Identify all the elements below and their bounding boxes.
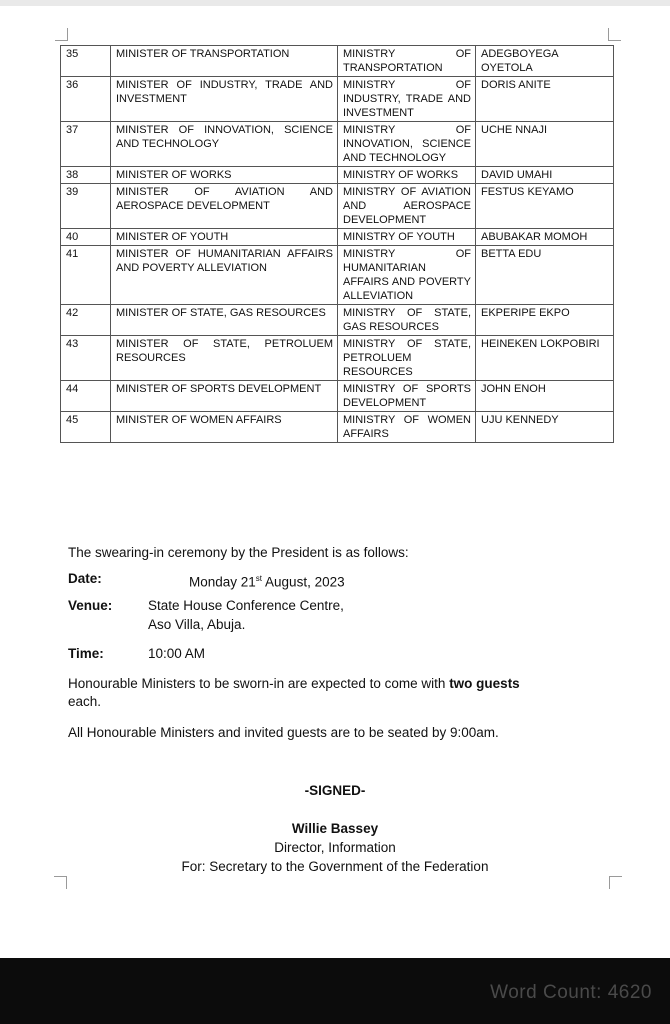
table-row <box>61 412 614 443</box>
word-count[interactable]: Word Count: 4620 <box>490 982 652 1003</box>
table-row <box>61 122 614 167</box>
venue-line-1: State House Conference Centre, <box>148 598 344 613</box>
date-label: Date: <box>68 571 102 586</box>
margin-corner-bottom-right <box>609 876 622 889</box>
minister-name-cell: DAVID UMAHI <box>476 167 614 184</box>
date-rest: August, 2023 <box>262 574 345 590</box>
portfolio-cell: MINISTER OF TRANSPORTATION <box>111 46 338 77</box>
table-row <box>61 381 614 412</box>
table-row <box>61 305 614 336</box>
minister-name-cell: EKPERIPE EKPO <box>476 305 614 336</box>
ceremony-intro: The swearing-in ceremony by the President is as follows: <box>68 545 409 560</box>
date-suffix: st <box>255 574 263 583</box>
time-value: 10:00 AM <box>148 646 206 661</box>
portfolio-cell: MINISTER OF HUMANITARIAN AFFAIRS AND POVERTY ALLEVIATION <box>111 246 338 305</box>
table-row <box>61 229 614 246</box>
guests-text: Honourable Ministers to be sworn-in are expected to come with <box>68 676 450 691</box>
row-number: 42 <box>61 305 111 336</box>
row-number: 35 <box>61 46 111 77</box>
row-number: 37 <box>61 122 111 167</box>
seated-note: All Honourable Ministers and invited guests are to be seated by 9:00am. <box>68 725 499 740</box>
ministry-cell: MINISTRY OF INDUSTRY, TRADE AND INVESTMENT <box>338 77 476 122</box>
minister-name-cell: FESTUS KEYAMO <box>476 184 614 229</box>
portfolio-cell: MINISTER OF WORKS <box>111 167 338 184</box>
ministry-cell: MINISTRY OF YOUTH <box>338 229 476 246</box>
portfolio-cell: MINISTER OF SPORTS DEVELOPMENT <box>111 381 338 412</box>
row-number: 36 <box>61 77 111 122</box>
ministry-cell: MINISTRY OF SPORTS DEVELOPMENT <box>338 381 476 412</box>
signatory-title: Director, Information <box>274 840 396 855</box>
portfolio-cell: MINISTER OF YOUTH <box>111 229 338 246</box>
table-row <box>61 46 614 77</box>
date-value <box>189 570 345 592</box>
portfolio-cell: MINISTER OF STATE, GAS RESOURCES <box>111 305 338 336</box>
venue-label: Venue: <box>68 598 113 613</box>
signatory-for: For: Secretary to the Government of the Federation <box>181 859 489 874</box>
guests-bold: two guests <box>449 676 520 691</box>
row-number: 38 <box>61 167 111 184</box>
signed-mark: -SIGNED- <box>304 783 366 798</box>
row-number: 39 <box>61 184 111 229</box>
table-row <box>61 77 614 122</box>
guests-note <box>68 675 608 711</box>
portfolio-cell: MINISTER OF AVIATION AND AEROSPACE DEVELOPMENT <box>111 184 338 229</box>
minister-name-cell: HEINEKEN LOKPOBIRI <box>476 336 614 381</box>
row-number: 44 <box>61 381 111 412</box>
table-row <box>61 184 614 229</box>
minister-name-cell: ABUBAKAR MOMOH <box>476 229 614 246</box>
margin-corner-top-right <box>608 28 621 41</box>
table-row <box>61 336 614 381</box>
minister-name-cell: UCHE NNAJI <box>476 122 614 167</box>
ministry-cell: MINISTRY OF TRANSPORTATION <box>338 46 476 77</box>
table-row <box>61 167 614 184</box>
row-number: 45 <box>61 412 111 443</box>
minister-name-cell: DORIS ANITE <box>476 77 614 122</box>
ministry-cell: MINISTRY OF HUMANITARIAN AFFAIRS AND POVERTY ALLEVIATION <box>338 246 476 305</box>
date-day: Monday 21 <box>189 574 256 590</box>
venue-line-2: Aso Villa, Abuja. <box>148 617 246 632</box>
margin-corner-top-left <box>55 28 68 41</box>
minister-name-cell: UJU KENNEDY <box>476 412 614 443</box>
portfolio-cell: MINISTER OF INDUSTRY, TRADE AND INVESTMENT <box>111 77 338 122</box>
portfolio-cell: MINISTER OF WOMEN AFFAIRS <box>111 412 338 443</box>
ministry-cell: MINISTRY OF INNOVATION, SCIENCE AND TECHNOLOGY <box>338 122 476 167</box>
status-bar <box>0 958 670 1024</box>
row-number: 40 <box>61 229 111 246</box>
page-top-edge <box>0 0 670 6</box>
margin-corner-bottom-left <box>54 876 67 889</box>
ministry-cell: MINISTRY OF STATE, PETROLUEM RESOURCES <box>338 336 476 381</box>
signatory-name: Willie Bassey <box>291 821 379 836</box>
row-number: 43 <box>61 336 111 381</box>
ministry-cell: MINISTRY OF WOMEN AFFAIRS <box>338 412 476 443</box>
ministry-cell: MINISTRY OF STATE, GAS RESOURCES <box>338 305 476 336</box>
time-label: Time: <box>68 646 104 661</box>
portfolio-cell: MINISTER OF INNOVATION, SCIENCE AND TECHNOLOGY <box>111 122 338 167</box>
minister-name-cell: ADEGBOYEGA OYETOLA <box>476 46 614 77</box>
minister-name-cell: JOHN ENOH <box>476 381 614 412</box>
portfolio-cell: MINISTER OF STATE, PETROLUEM RESOURCES <box>111 336 338 381</box>
ministers-table-body <box>61 46 614 443</box>
minister-name-cell: BETTA EDU <box>476 246 614 305</box>
row-number: 41 <box>61 246 111 305</box>
ministry-cell: MINISTRY OF WORKS <box>338 167 476 184</box>
guests-end: each. <box>68 694 102 709</box>
ministers-table <box>60 45 614 443</box>
table-row <box>61 246 614 305</box>
ministry-cell: MINISTRY OF AVIATION AND AEROSPACE DEVELOPMENT <box>338 184 476 229</box>
